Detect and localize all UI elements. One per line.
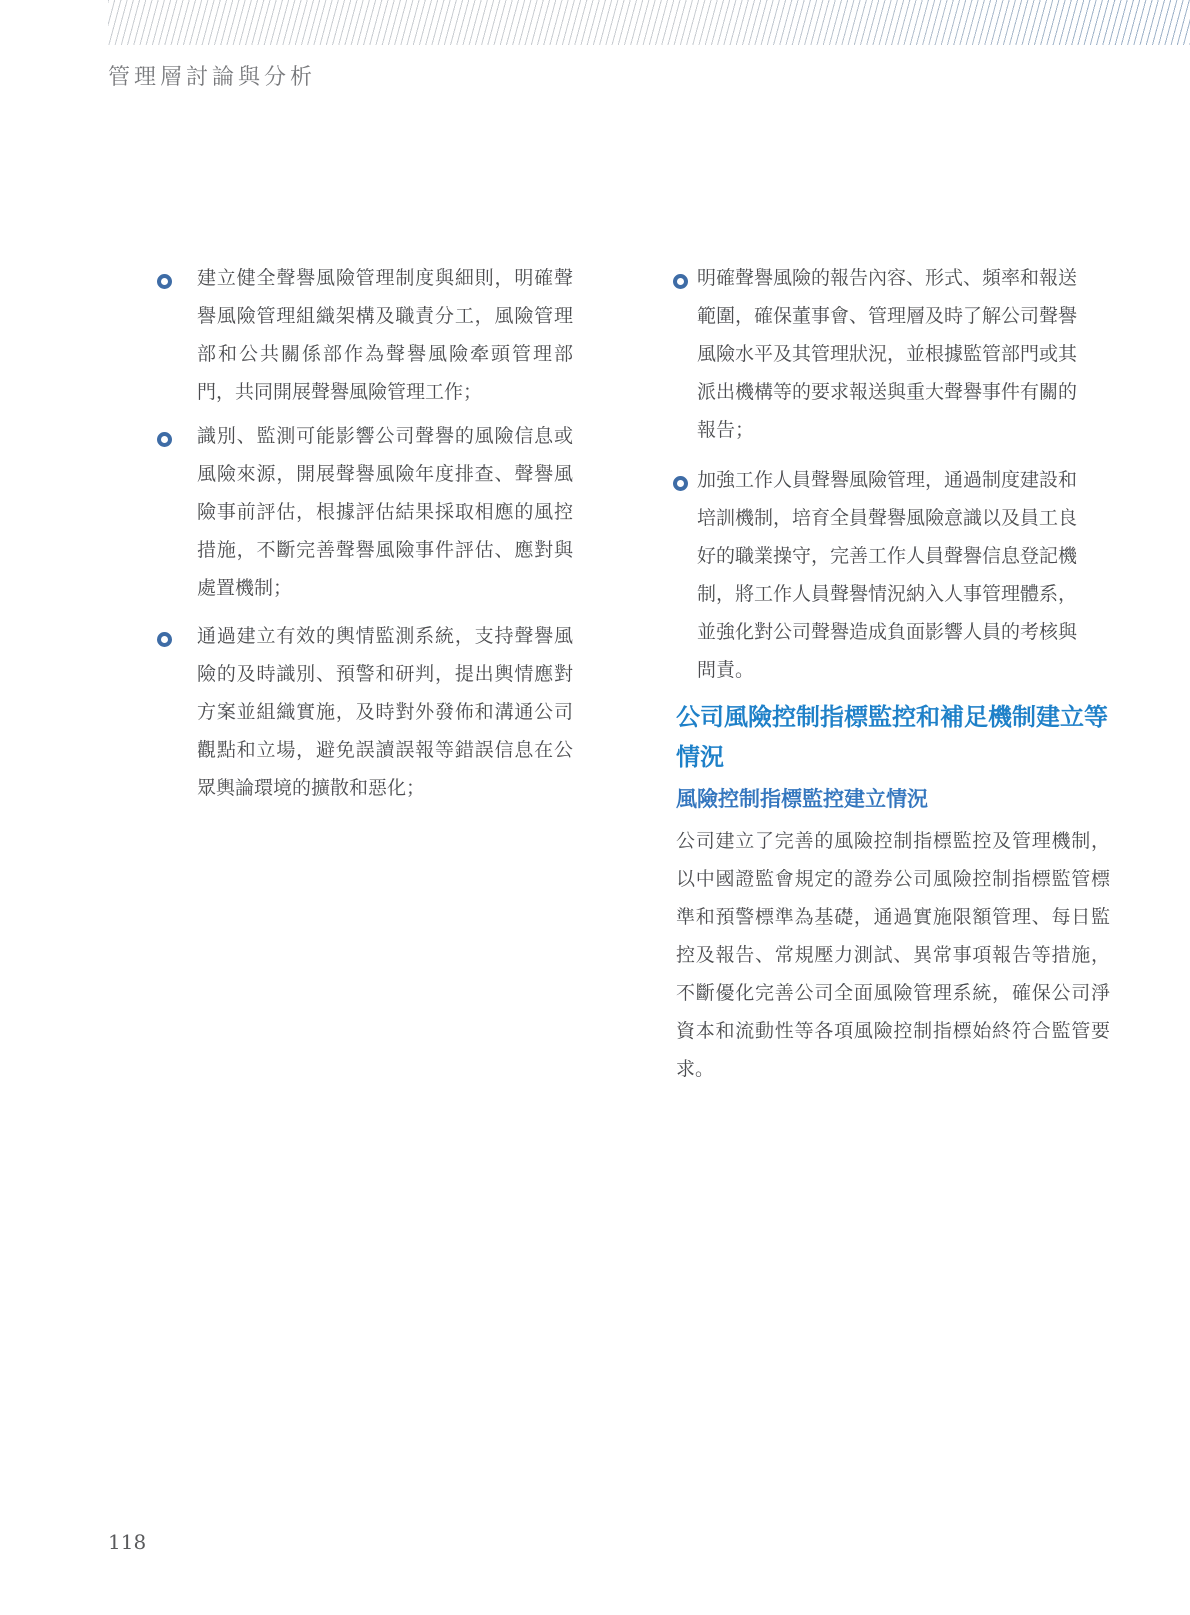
sub-heading: 風險控制指標監控建立情況 [676,788,928,811]
bullet-ring-icon [673,476,688,491]
bullet-ring-icon [673,274,688,289]
bullet-item [157,618,573,808]
bullet-ring-icon [157,632,172,647]
bullet-ring-icon [157,274,172,289]
bullet-text: 加強工作人員聲譽風險管理，通過制度建設和培訓機制，培育全員聲譽風險意識以及員工良好的職業操守，完善工作人員聲譽信息登記機制，將工作人員聲譽情況納入人事管理體系，並強化對公司聲譽造成負面影響人員的考核與問責。 [697,470,1078,681]
bullet-item [673,462,1077,690]
section-heading: 公司風險控制指標監控和補足機制建立等情況 [676,703,1108,771]
body-paragraph: 公司建立了完善的風險控制指標監控及管理機制，以中國證監會規定的證券公司風險控制指標監管標準和預警標準為基礎，通過實施限額管理、每日監控及報告、常規壓力測試、異常事項報告等措施，不斷優化完善公司全面風險管理系統，確保公司淨資本和流動性等各項風險控制指標始終符合監管要求。 [676,831,1110,1080]
bullet-text: 通過建立有效的輿情監測系統，支持聲譽風險的及時識別、預警和研判，提出輿情應對方案並組織實施，及時對外發佈和溝通公司觀點和立場，避免誤讀誤報等錯誤信息在公眾輿論環境的擴散和惡化； [197,626,573,799]
bullet-text: 明確聲譽風險的報告內容、形式、頻率和報送範圍，確保董事會、管理層及時了解公司聲譽風險水平及其管理狀況，並根據監管部門或其派出機構等的要求報送與重大聲譽事件有關的報告； [697,268,1078,441]
page-header-title: 管理層討論與分析 [108,65,317,90]
bullet-text: 建立健全聲譽風險管理制度與細則，明確聲譽風險管理組織架構及職責分工，風險管理部和公共關係部作為聲譽風險牽頭管理部門，共同開展聲譽風險管理工作； [197,268,573,403]
bullet-ring-icon [157,432,172,447]
bullet-text: 識別、監測可能影響公司聲譽的風險信息或風險來源，開展聲譽風險年度排查、聲譽風險事前評估，根據評估結果採取相應的風控措施，不斷完善聲譽風險事件評估、應對與處置機制； [197,426,573,599]
bullet-item [157,418,573,608]
bullet-item [673,260,1077,450]
page-number: 118 [108,1530,147,1554]
bullet-item [157,260,573,412]
decorative-hatch-banner [108,0,1190,45]
